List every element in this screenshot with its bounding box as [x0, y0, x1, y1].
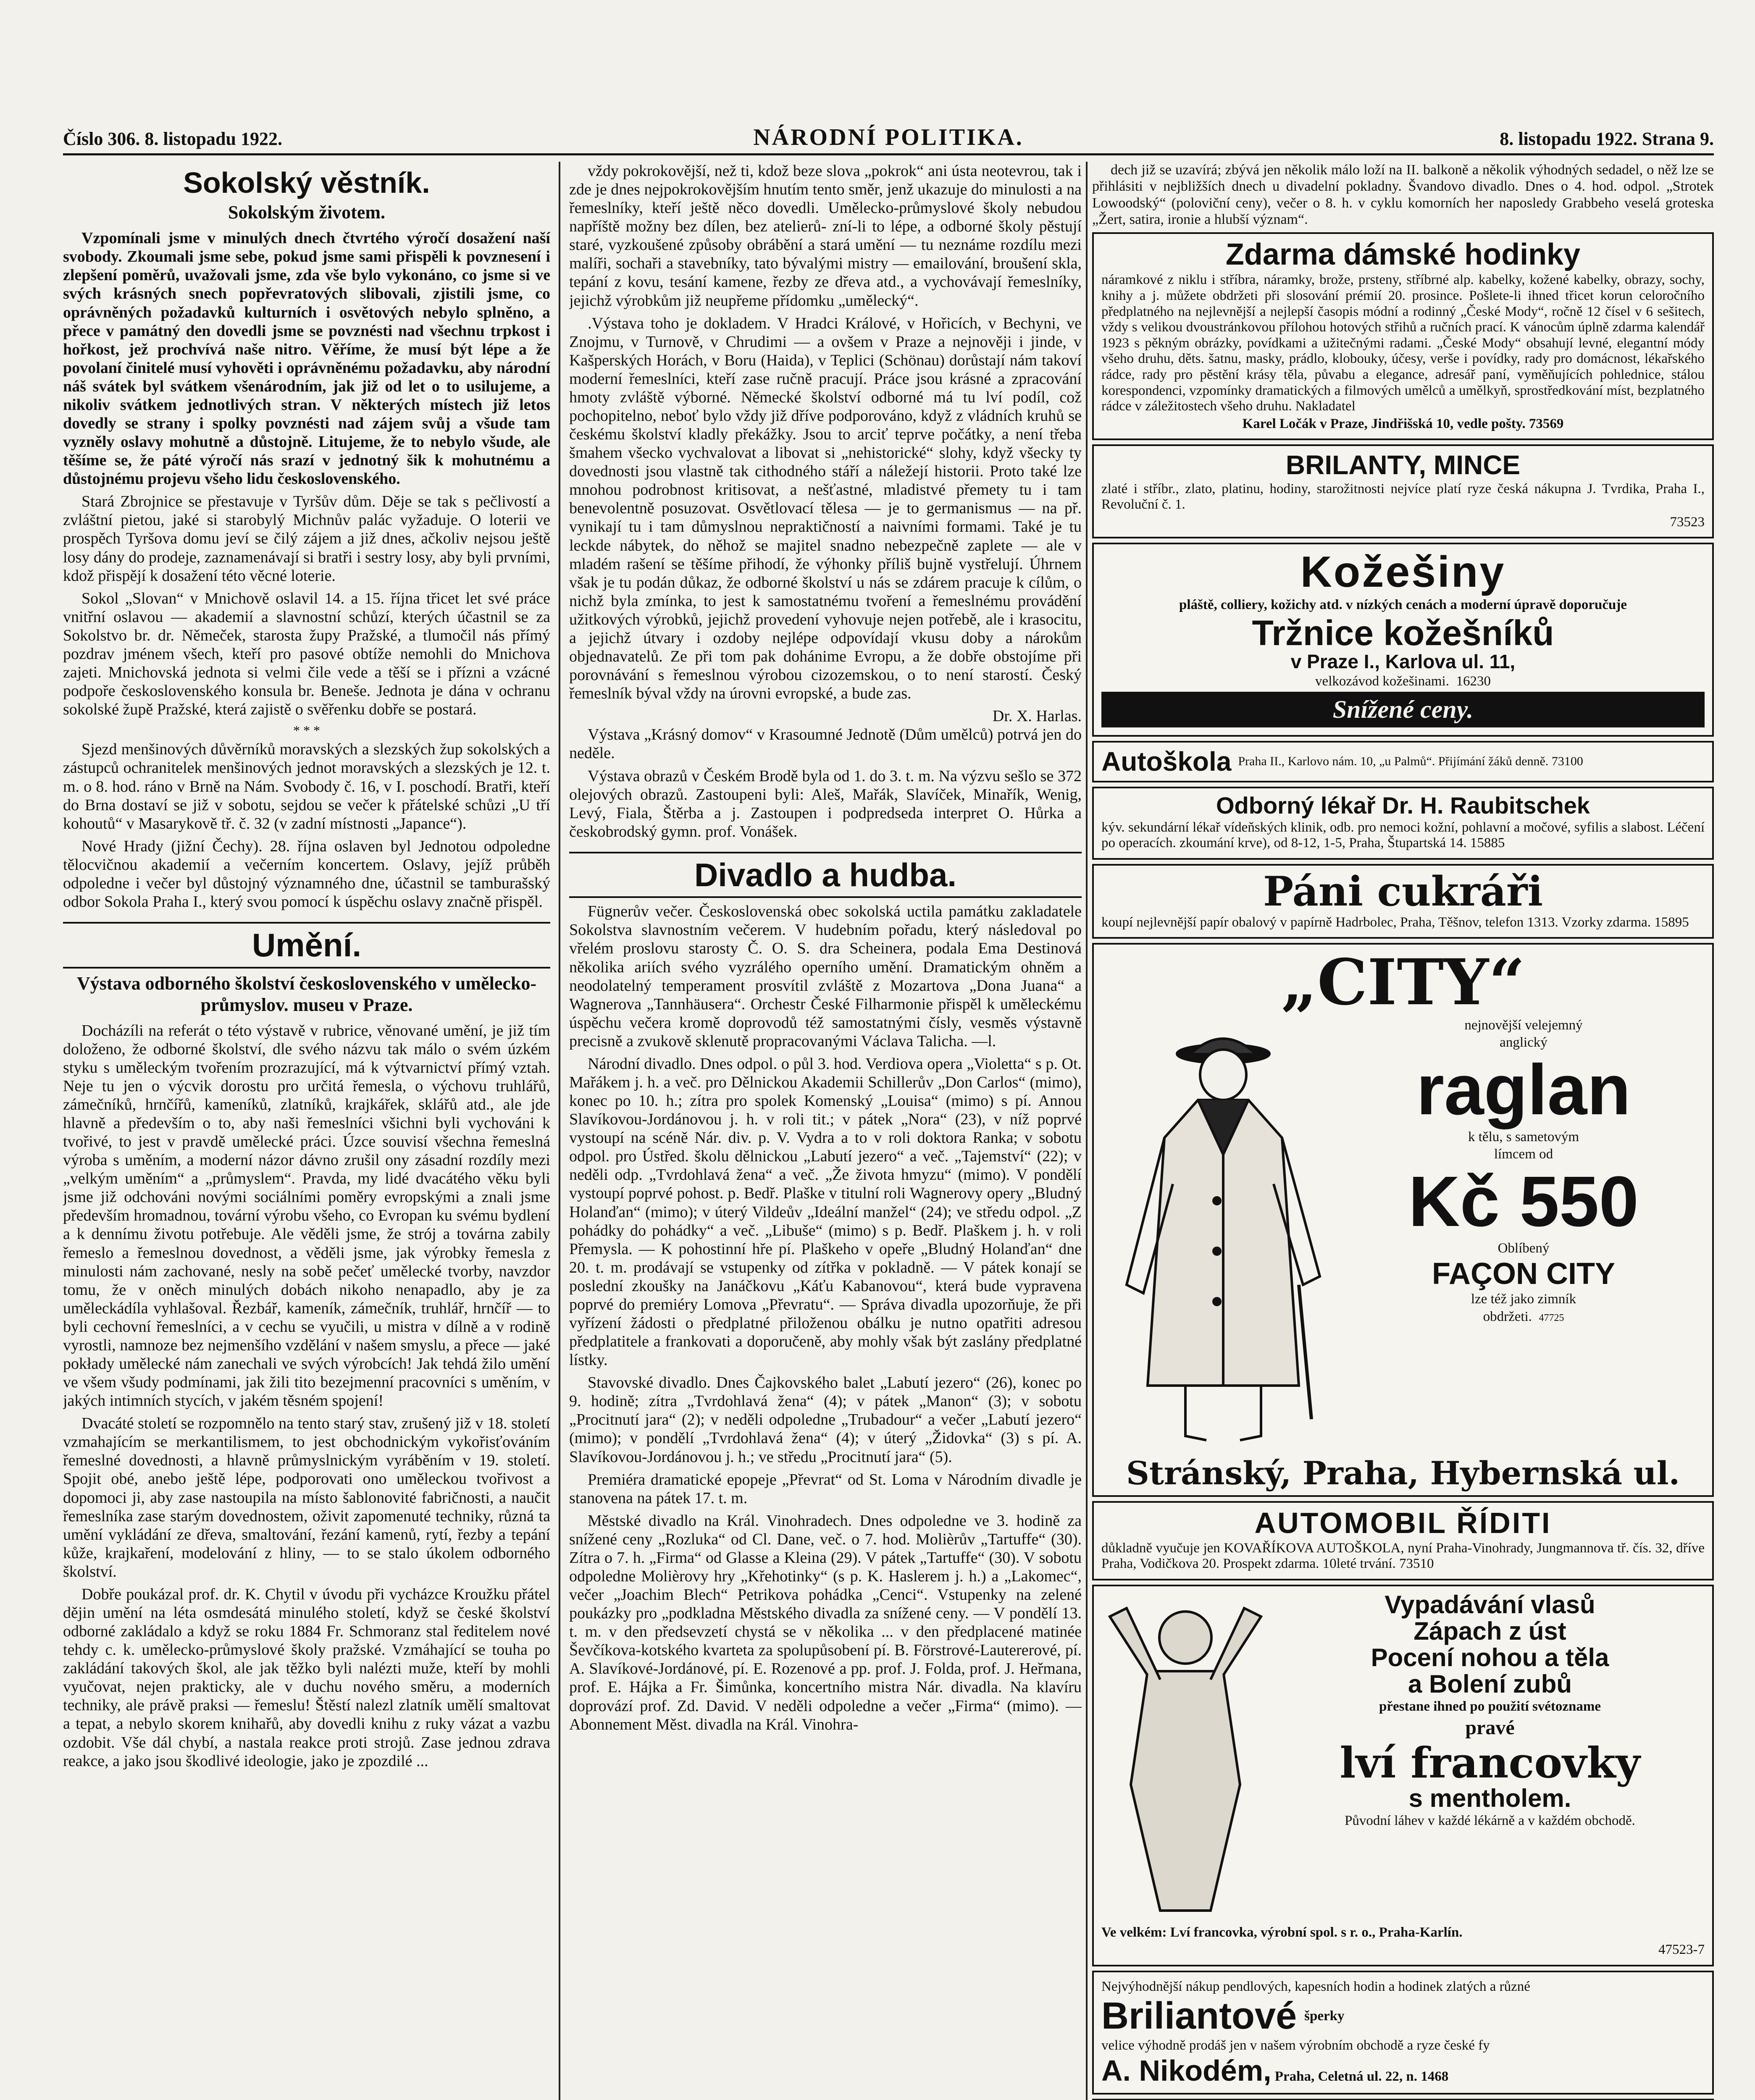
- ad-body: zlaté i stříbr., zlato, platinu, hodiny, starožitnosti nejvíce platí ryze česká nákupna J. Tvrdika, Praha I., Revoluční č. 1.: [1101, 481, 1705, 512]
- sokol-subtitle: Sokolským životem.: [228, 202, 385, 223]
- ad-frankovka: [1092, 1585, 1714, 1966]
- ad-doctor: [1092, 787, 1714, 860]
- article-paragraph: Výstava obrazů v Českém Brodě byla od 1. do 3. t. m. Na výzvu sešlo se 372 olejových obrazů. Zastoupeni byli: Aleš, Mařák, Slavíček, Minařík, Wenig, Levý, Fiala, Štěrba a j. Zastoupen i podpredseda interpret O. Hůrka a českobrodský gymn. prof. Vonášek.: [569, 767, 1082, 840]
- ad-line: límcem od: [1494, 1147, 1553, 1162]
- ad-publisher: Karel Ločák v Praze, Jindřišská 10, vedle pošty. 73569: [1242, 416, 1564, 431]
- ad-body: Praha II., Karlovo nám. 10, „u Palmů“. Přijímání žáků denně. 73100: [1238, 754, 1583, 769]
- frankovka-text: [1275, 1591, 1705, 1831]
- shop-address: v Praze I., Karlova ul. 11,: [1290, 651, 1516, 673]
- ad-headline: Pocení nohou a těla: [1371, 1643, 1609, 1672]
- athlete-illustration: [1101, 1591, 1269, 1923]
- ad-body: koupí nejlevnější papír obalový v papírně Hadrbolec, Praha, Těšnov, telefon 1313. Vzorky zdarma. 15895: [1101, 914, 1689, 930]
- ad-line: přestane ihned po použití svétozname: [1379, 1698, 1601, 1714]
- article-paragraph: Výstava „Krásný domov“ v Krasoumné Jednotě (Dům umělců) potrvá jen do neděle.: [569, 726, 1082, 762]
- ad-line: Původní láhev v každé lékárně a v každém obchodě.: [1345, 1813, 1635, 1829]
- ad-line: s mentholem.: [1408, 1784, 1571, 1813]
- article-paragraph: Národní divadlo. Dnes odpol. o půl 3. hod. Verdiova opera „Violetta“ s p. Ot. Mařákem j. h. a več. pro Dělnickou Akademii Schillerův „Don Carlos“ (mimo), konec po 10. h.; zítra pro spolek Komenský „Louisa“ (mimo) s pí. Annou Slavíkovou-Jordánovou j. h. v roli tit.; v pátek „Nora“ (23), v níž poprvé vystoupí na scéně Nár. div. p. V. Vydra a to v roli doktora Ranka; v sobotu odpol. pro Ústřed. školu dělnickou „Labutí jezero“ a več. „Tajemství“ (22); v neděli odp. „Tvrdohlavá žena“ a več. „Že života hmyzu“ (mimo). V pondělí vystoupí poprvé pohost. p. Bedř. Plaške v titulní roli Wagnerovy opery „Bludný Holanďan“ (mimo); v úterý Vildeův „Ideální manžel“ (24); ve středu odpol. „Z pohádky do pohádky“ a več. „Libuše“ (mimo) s p. Bedř. Plaškem j. h. v roli Přemysla. — K pohostinní hře pí. Plaškeho v opeře „Bludný Holanďan“ dne 20. t. m. prodávají se vstupenky od zítřka v pokladně. — V pátek konají se poslední zkoušky na Janáčkovu „Káťu Kabanovou“, která bude vypravena poprvé do premiéry Lomova „Převratu“. — Správa divadla upozorňuje, že při vyřízení žádosti o předplatné přiloženou obálku je nutno opatřiti adresou předplatitele a frankovati a doporučeně, aby mohly však být zaslány předplatné lístky.: [569, 1055, 1082, 1369]
- page-number: 8. listopadu 1922. Strana 9.: [1500, 129, 1714, 149]
- ad-headline: a Bolení zubů: [1408, 1670, 1572, 1698]
- firm-address: Praha, Celetná ul. 22, n. 1468: [1274, 2068, 1449, 2084]
- article-paragraph: Docházíli na referát o této výstavě v rubrice, věnované umění, je již tím doloženo, že odborné školství, dle svého názvu tak málo o svém úzkém styku s uměleckým tvořením prozrazující, má k výtvarnictví přímý vztah. Neje tu jen o výcvik dorostu pro určitá řemesla, o výchovu truhlářů, zámečníků, hrnčířů, kameníků, zlatníků, krajkářek, sklářů atd., ale jde hlavně a především o to, aby naši řemeslníci všichni byli vychováni k tvořivé, to jest v pravdě umělecké práci. Úzce souvisí všechna řemeslná výroba s uměním, a moderní názor dávno zrušil ony zásadní rozdíly mezi „velkým uměním“ a „průmyslem“. Pravda, my lidé dvacátého věku byli jsme již odchováni novými sociálními poměry evropskými a znali jsme především hromadnou, tovární výrobu všeho, co Evropan ku svému bydlení a k dennímu životu potřebuje. Ale věděli jsme, že strój a továrna zabily řemeslo a řemeslnou dovednost, a věděli jsme, jak výrobky řemesla z minulosti nám zachované, nesly na sobě pečeť umělecké tvorby, navzdor tomu, že v oněch minulých dobách nikoho nenapadlo, aby je za uměleckádíla vyhlašoval. Řezbář, kameník, zámečník, truhlář, hrnčíř — to byli cechovní řemeslníci, a v cechu se vyučili, u mistra v dílně a v rodině vyrostli, namnoze bez nejmenšího vzdělání v našem smyslu, a přece — jaké pokłady umělecké nám zanechali ve svých výrobcích! Jak tehdá žilo umění ve všem všudy podmínami, jak žili tito bezejmenní pracovníci s uměním, v jakých intimních stycích, v jakém těsném spojení!: [63, 1021, 550, 1410]
- ad-line: Ve velkém: Lví francovka, výrobní spol. s r. o., Praha-Karlín.: [1101, 1924, 1463, 1940]
- ad-title: Kožešiny: [1300, 548, 1506, 597]
- ad-title: Briliantové: [1101, 1995, 1297, 2037]
- newspaper-title: NÁRODNÍ POLITIKA.: [753, 124, 1024, 150]
- column-rule: [559, 162, 560, 2100]
- shop-note-text: velkozávod kožešinami.: [1315, 673, 1449, 689]
- ad-number: 47725: [1539, 1312, 1564, 1324]
- column-1: [63, 162, 550, 2100]
- city-firm: Stránský, Praha, Hybernská ul.: [1126, 1454, 1680, 1492]
- separator-stars: * * *: [293, 723, 320, 738]
- ad-kozesiny: [1092, 543, 1714, 736]
- divadlo-section-title: Divadlo a hudba.: [569, 852, 1082, 898]
- ad-number: 73523: [1670, 514, 1705, 530]
- price: Kč 550: [1408, 1161, 1639, 1242]
- raglan-figure-block: [1101, 1016, 1705, 1457]
- ad-line-text: obdržeti.: [1483, 1309, 1532, 1325]
- ad-title: AUTOMOBIL ŘÍDITI: [1254, 1507, 1552, 1540]
- firm-name: A. Nikodém,: [1101, 2054, 1272, 2087]
- ad-body: pláště, colliery, kožichy atd. v nízkých cenách a moderní úpravě doporučuje: [1179, 597, 1627, 612]
- frankovka-block: [1101, 1591, 1705, 1923]
- article-paragraph: Sokol „Slovan“ v Mnichově oslavil 14. a 15. října třicet let své práce vnitřní oslavou — akademií a slavnostní schůzí, kterých účastnil se za Sokolstvo br. dr. Němeček, starosta župy Pražské, a tlumočil nás přímý pozdrav jménem všech, kteří pro pasové obtíže nemohli do Mnichova zajeti. Mnichovská jednota si velmi čile vede a těší se i přízni a vzácné podpoře československého konsula br. Beneše. Jednota je dána v ochranu sokolské župě Pražské, která zajistě o svěřenku dobře se postará.: [63, 589, 550, 719]
- ad-headline: Zápach z úst: [1413, 1617, 1566, 1645]
- ad-body: důkladně vyučuje jen KOVAŘÍKOVA AUTOŠKOLA, nyní Praha-Vinohrady, Jungmannova tř. čís. 32, dříve Praha, Vodičkova 20. Prospekt zdarma. 10leté trvání. 73510: [1101, 1540, 1705, 1572]
- ad-number: 47523-7: [1658, 1942, 1705, 1958]
- shop-name: Tržnice kožešníků: [1252, 613, 1554, 653]
- article-paragraph: Vzpomínali jsme v minulých dnech čtvrtého výročí dosažení naší svobody. Zkoumali jsme sebe, pokud jsme sami přispěli k povznesení i zlepšení poměrů, uvažovali jsme, zda vše bylo vykonáno, co jsme si ve svých krásných snech popřevratových slibovali, zjistili jsme, co oprávněných požadavků kulturních i osvětových nebylo splněno, a přece v památný den dovedli jsme se povznésti nad všechnu trpkost i hořkost, jež prochvívá naše nitro. Věříme, že musí být lépe a že povolaní činitelé musí vyhověti i oprávněnému požadavku, aby národní náš svátek byl svátkem všenárodním, jak již od let o to usilujeme, a nikoliv svátkem jednotlivých stran. V některých místech již letos dovedly se strany i spolky povznésti nad zájem svůj a všude tam vyzněly oslavy mohutně a důstojně. Litujeme, že to nebylo všude, ale těšíme se, že páté výročí nás srazí v jednotný šik k mohutnému a důstojnému projevu všeho lidu československého.: [63, 229, 550, 488]
- theatre-notice: dech již se uzavírá; zbývá jen několik málo loží na II. balkoně a několik výhodných sedadel, o něž lze se přihlásiti v nejbližších dnech u divadelní pokladny. Švandovo divadlo. Dnes o 4. hod. odpol. „Strotek Lowoodský“ (poloviční ceny), večer o 8. h. v cyklu komorních her naposledy Grabbeho veselá groteska „Žert, satira, ironie a hlubší význam“.: [1092, 162, 1714, 228]
- ad-body: náramkové z niklu i stříbra, náramky, brože, prsteny, stříbrné alp. kabelky, kožené kabelky, obrazy, sochy, knihy a j. můžete obdržeti při slosování prémií 20. prosince. Pošlete-li ihned třicet korun celoročního předplatného na nejlevnější a nejlepší časopis módní a rodinný „České Mody“, ročně 12 čísel v 6 sešitech, vždy s velikou dvoustránkovou přílohou hotových střihů a ručních prací. K vánocům úplně zdarma kalendář 1923 s pěkným obrázky, povídkami a užitečnými radami. „České Mody“ obsahují levné, elegantní módy všeho druhu, děts. šatnu, masky, prádlo, klobouky, účesy, verše i povídky, rady pro domácnost, lékařského rádce, rady pro pěstění krásy těla, půvabu a elegance, adresář paní, vyměňujících pohlednice, stálou korespondenci, vzpomínky dramatických a filmových umělců a umělkyň, sprostředkování míst, bezplatného rádce v záležitostech všeho druhu. Nakladatel: [1101, 272, 1705, 414]
- nikodem-firm-line: [1101, 2055, 1705, 2087]
- ad-brilianty: [1092, 444, 1714, 538]
- issue-date: Číslo 306. 8. listopadu 1922.: [63, 129, 282, 149]
- article-paragraph: Dobře poukázal prof. dr. K. Chytil v úvodu při vycházce Kroužku přátel dějin umění na léta osmdesátá minulého století, když se české školství odborné zakládalo a když se roku 1884 Fr. Schmoranz stal ředitelem nové tehdy c. k. umělecko-průmyslové školy pražské. Vzmáhající se touha po zakládání takových škol, ale jak těžko byli nalézti muže, kteří by mohli vyučovat, nejen prakticky, ale v duchu nového směru, a moderních techniky, ale právě praksi — řemeslu! Štěstí nalezl zlatník umělí smaltovat a tepat, a nebylo skorem knihařů, aby dovedli knihu z ruky vázat a vazbu ozdobit. Vše dál chybí, a nastala reakce proti strojů. Zase jednou zdrava reakce, a jako jsou škodlivé ideologie, jako je zpozdilé ...: [63, 1585, 550, 1770]
- sokol-section-title: Sokolský věstník.: [183, 166, 430, 199]
- ad-line: Nejvýhodnější nákup pendlových, kapesních hodin a hodinek zlatých a různé: [1101, 1979, 1530, 1994]
- ad-title: Odborný lékař Dr. H. Raubitschek: [1216, 792, 1590, 819]
- ad-city-raglan: [1092, 943, 1714, 1497]
- author-signature: Dr. X. Harlas.: [992, 707, 1082, 725]
- ad-cukrari: [1092, 864, 1714, 939]
- article-paragraph: Dvacáté století se rozpomnělo na tento starý stav, zrušený již v 18. století vzmahajícím se merkantilismem, to jest obchodnickým vykořisťováním řemeslné dovednosti, a hlavně průmyslnickým vyráběním v 19. století. Spojit obé, anebo ještě lépe, podporovati ono uměleckou tvořivost a dopomoci ji, aby zase nastoupila na místo šablonovité fabričnosti, a naučit řemeslníka zase starým dovednostem, oživit zapomenuté techniky, různá ta umění vykládání ze dřeva, smaltování, řezání kamenů, rytí, řezby a tepání kůže, krajkaření, modelování z hliny, — to se stalo úkolem odborného školství.: [63, 1415, 550, 1580]
- ad-line: pravé: [1465, 1716, 1515, 1739]
- ad-watches: [1092, 232, 1714, 441]
- ad-title: Páni cukráři: [1263, 867, 1543, 915]
- article-paragraph: Fügnerův večer. Československá obec sokolská uctila památku zakladatele Sokolstva slavnostním večerem. V hudebním pořadu, který následoval po vřelém proslovu starosty Č. O. S. dra Scheinera, podala Ema Destinová několika ariích svého vyzrálého operního umění. Dramatickým ohněm a neodolatelný temperament prosvítil zvláště z Mozartova „Dona Juana“ a Wagnerova „Tannhäusera“. Orchestr České Filharmonie přispěl k uměleckému úspěchu večera kromě doprovodů též samostatnými čísly, vesměs výstavně precisně a zvukově sklenutě propracovanými Václava Talicha. —l.: [569, 903, 1082, 1050]
- facon-name: FAÇON CITY: [1432, 1257, 1615, 1291]
- article-paragraph: Sjezd menšinových důvěrníků moravských a slezských žup sokolských a zástupců ochranitelek menšinových jednot moravských a slezských je 12. t. m. o 8. hod. ráno v Brně na Nám. Svobody č. 16, v I. poschodí. Bratři, kteří do Brna dostaví se již v sobotu, sejdou se večer k přátelské schůzi „U tří kohoutů“ v Masarykově tř. č. 32 (v zadní místnosti „Japance“).: [63, 740, 550, 832]
- ad-autoskola: [1092, 741, 1714, 782]
- column-rule: [1086, 162, 1088, 2100]
- masthead: [63, 120, 1714, 155]
- ad-automobil: [1092, 1501, 1714, 1580]
- ad-body: kýv. sekundární lékař vídeňských klinik, odb. pro nemoci kožní, pohlavní a močové, syfilis a slabost. Léčení po operacích. zkoumání krve), od 8-12, 1-5, Praha, Štupartská 14. 15885: [1101, 819, 1705, 851]
- article-paragraph: vždy pokrokovější, než ti, kdož beze slova „pokrok“ ani ústa neotevrou, tak i zde je dnes nejpokrokovějším hnutím tento směr, jenž ukazuje do minulosti a na řemeslníky, kteří ještě něco dovedli. Umělecko-průmyslové školy nebudou napříště možny bez dílen, bez atelierů- zní-li to lépe, a odborné školy pěstují staré, vyzkoušené způsoby obrábění a stará umění — tu neznáme rozdílu mezi malíři, sochaři a stavebníky, tato bývalými mistry — emailování, broušení skla, tepání z kovu, tesání kamene, řezby ze dřeva atd., a vychovávají řemeslníky, jejichž výrobkům již neupřeme přídomku „umělecký“.: [569, 162, 1082, 310]
- raglan-text: [1343, 1016, 1705, 1327]
- ad-title: Autoškola: [1101, 746, 1232, 777]
- ad-headline: Vypadávání vlasů: [1385, 1590, 1595, 1619]
- man-in-coat-illustration: [1101, 1016, 1337, 1457]
- ad-line: Oblíbený: [1498, 1241, 1550, 1256]
- ad-line: k tělu, s sametovým: [1468, 1129, 1579, 1144]
- ad-line: šperky: [1304, 2008, 1345, 2024]
- umeni-section-title: Umění.: [63, 922, 550, 968]
- ad-line: anglický: [1500, 1035, 1547, 1050]
- article-paragraph: Stará Zbrojnice se přestavuje v Tyršův dům. Děje se tak s pečlivostí a zvláštní pietou, jaké si starobylý Michnův palác vyžaduje. O loterii ve prospěch Tyršova domu jeví se čilý zájem a již dnes, ačkoliv nejsou ještě losy dány do prodeje, zaznamenávají si bratři i sestry losy, aby byli prvními, kdož přispějí k dosažení této věcné loterie.: [63, 493, 550, 585]
- umeni-article-title: Výstava odborného školství československého v umělecko-průmyslov. museu v Praze.: [77, 973, 536, 1015]
- column-3-advertisements: [1092, 162, 1714, 2100]
- ad-title: BRILANTY, MINCE: [1285, 450, 1521, 480]
- ad-title: „CITY“: [1281, 945, 1525, 1020]
- ad-line: velice výhodně prodáš jen v našem výrobním obchodě a ryze české fy: [1101, 2037, 1490, 2053]
- article-paragraph: Nové Hrady (jižní Čechy). 28. října oslaven byl Jednotou odpoledne tělocvičnou akademií a večerním koncertem. Oslavy, jejíž průběh odpoledne i večer byl důstojný významného dne, účastnil se tamburašský odbor Sokola Praha I., který svou pomocí k úspěchu oslavy značně přispěl.: [63, 837, 550, 911]
- ad-nikodem: [1092, 1971, 1714, 2095]
- raglan-word: raglan: [1416, 1050, 1631, 1130]
- product-name: lví francovky: [1340, 1738, 1640, 1788]
- nikodem-headline: [1101, 1996, 1705, 2036]
- column-2: [569, 162, 1082, 2100]
- ad-line: nejnovější velejemný: [1464, 1017, 1583, 1033]
- ad-title: Zdarma dámské hodinky: [1225, 237, 1581, 271]
- ad-line: [1343, 1309, 1705, 1325]
- shop-note: [1101, 674, 1705, 690]
- ad-line: lze též jako zimník: [1471, 1292, 1576, 1307]
- article-paragraph: Stavovské divadlo. Dnes Čajkovského balet „Labutí jezero“ (26), konec po 9. hodině; zítra „Tvrdohlavá žena“ (4); v pátek „Manon“ (3); v sobotu „Procitnutí jara“ (2); v neděli odpoledne „Trubadour“ a večer „Labutí jezero“ (mimo); v pondělí „Tvrdohlavá žena“ (4); v úterý „Židovka“ (3) s pí. A. Slavíkovou-Jordánovou j. h.; ve středu „Procitnutí jara“ (5).: [569, 1374, 1082, 1466]
- article-paragraph: .Výstava toho je dokladem. V Hradci Králové, v Hořicích, v Bechyni, ve Znojmu, v Turnově, v Chrudimi — a ovšem v Praze a nejnověji i jinde, v Kašperských Horách, v Boru (Haida), v Teplici (Schönau) dorůstají nám takoví moderní řemeslníci, kteří zase ručně pracují. Práce jsou krásné a zpracování hmoty zvláště výborné. Německé školství odborné má tu lví podíl, což pochopitelno, neboť bylo vždy již dříve podporováno, když z vládních kruhů se českému školství kladly překážky. Jsou to arciť teprve počátky, a není třeba šmahem všecko vychvalovat a libovat si „nehistorické“ slohy, když všecky ty dovednosti jsou vlastně tak cithodného stáří a náležejí historii. Proto také lze mnohou podrobnost kritisovat, a nešťastné, mladistvé přemety tu i tam benevolentně posuzovat. Osvětlovací tělesa — je to germanismus — na př. vynikají tu i tam důmyslnou nepraktičností a naivními formami. Také je tu leckde nábytek, do něhož se majitel snadno nebezpečně zaplete — ale v mladém rašení se těšíme přihodí, že výhonky příliš bujně vystřelují. Úhrnem však je tu podán důkaz, že odborné školství u nás se zdárem pracuje k cílům, o nichž byla zmínka, to jest k samostatnému tvoření a řemeslnému provádění užitkových výrobků, jejichž provedení vyhovuje nejen potřebě, ale i krasocitu, a jejichž útvary i ozdoby nejlépe odpovídají vkusu doby a nárokům objednavatelů. Ze při tom pak dohánime Evropu, a že dobře obstojíme při porovnávání s řemeslnou výrobou cizozemskou, o to není starostí. Český řemeslník býval vždy na úrovni evropské, a bude zas.: [569, 314, 1082, 703]
- ad-number: 16230: [1456, 673, 1491, 689]
- sale-banner: Snížené ceny.: [1101, 692, 1705, 727]
- article-paragraph: Městské divadlo na Král. Vinohradech. Dnes odpoledne ve 3. hodině za snížené ceny „Rozluka“ od Cl. Dane, več. o 7. hod. Molièrův „Tartuffe“ (30). Zítra o 7. h. „Firma“ od Glasse a Kleina (29). V pátek „Tartuffe“ (30). V sobotu odpoledne Molièrovy hry „Křehotinky“ (s p. K. Haslerem j. h.) a „Lakomec“, večer „Joachim Blech“ Petrikova pohádka „Cenci“. Vstupenky na zelené poukázky pro „podkladna Městského divadla za snížené ceny. — V pondělí 13. t. m. v den předsevzetí chystá se v několika ... v den předplacené matinée Ševčíkova-kotského kvarteta za spolupůsobení pí. B. Förstrové-Lautererové, pí. A. Slavíkové-Jordánové, pí. E. Rozenové a pp. prof. J. Folda, prof. J. Heřmana, prof. E. Hájka a Fr. Šimůnka, koncertního mistra Nár. divadla. Na klavíru doprovází prof. Zd. David. V neděli odpoledne a večer „Firma“ (mimo). — Abonnement Měst. divadla na Král. Vinohra-: [569, 1512, 1082, 1733]
- article-paragraph: Premiéra dramatické epopeje „Převrat“ od St. Loma v Národním divadle je stanovena na pátek 17. t. m.: [569, 1470, 1082, 1507]
